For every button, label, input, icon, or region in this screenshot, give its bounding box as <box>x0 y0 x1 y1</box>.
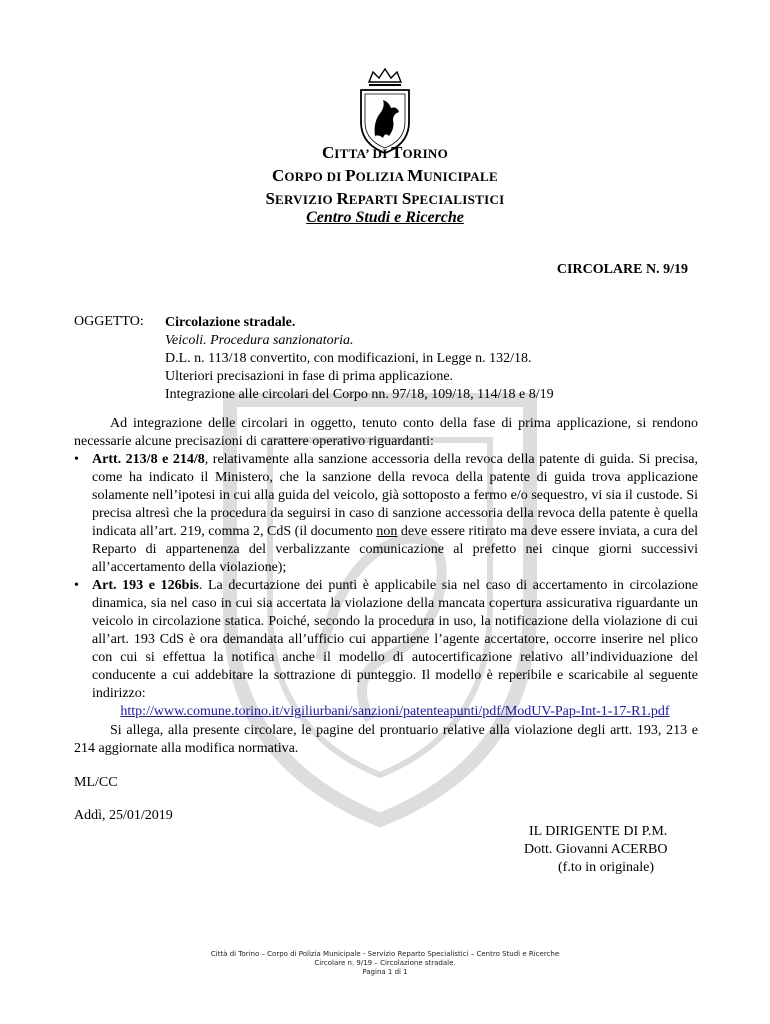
subject-line: Circolazione stradale. <box>165 315 296 330</box>
list-item <box>74 451 698 577</box>
footer-page-number: Pagina 1 di 1 <box>362 968 408 976</box>
bullet-icon: • <box>74 452 79 467</box>
list-item <box>74 577 698 721</box>
signature-note: (f.to in originale) <box>558 860 655 875</box>
header-service: SERVIZIO REPARTI SPECIALISTICI <box>265 189 505 208</box>
bullet-list <box>74 451 698 721</box>
bullet-title: Art. 193 e 126bis <box>92 578 199 593</box>
bullet-text: , relativamente alla sanzione accessoria della revoca della patente di guida. Si precisa, come ha indicato il Ministero, che la sanzione della revoca della patente di guida trova applicazione solamente nell’ipotesi in cui alla guida del veicolo, già sottoposto a fermo e/o sequestro, vi sia il custode. Si precisa altresì che la procedura da seguirsi in caso di sanzione accessoria della revoca della patente è quella indicata all’art. 219, comma 2, CdS (il documento <box>92 452 698 539</box>
subject-line: Ulteriori precisazioni in fase di prima applicazione. <box>165 369 454 384</box>
signature-name: Dott. Giovanni ACERBO <box>524 842 668 857</box>
intro-paragraph: Ad integrazione delle circolari in oggetto, tenuto conto della fase di prima applicazione, si rendono necessarie alcune precisazioni di carattere operativo riguardanti: <box>74 416 698 449</box>
subject-line: Integrazione alle circolari del Corpo nn. 97/18, 109/18, 114/18 e 8/19 <box>165 387 554 402</box>
subject-label: OGGETTO: <box>74 314 144 329</box>
bullet-icon: • <box>74 578 79 593</box>
circular-number: CIRCOLARE N. 9/19 <box>556 262 688 277</box>
header-corps: CORPO DI POLIZIA MUNICIPALE <box>272 166 498 185</box>
bullet-text: deve essere ritirato ma deve essere inviata, a cura del Reparto di appartenenza del verbalizzante comunicazione al prefetto nei cinque giorni successivi all’accertamento della violazione); <box>92 524 698 575</box>
form-download-link[interactable]: http://www.comune.torino.it/vigiliurbani/sanzioni/patenteapunti/pdf/ModUV-Pap-Int-1-17-R1.pdf <box>120 704 670 719</box>
header-study-center: Centro Studi e Ricerche <box>306 209 464 226</box>
header-city: CITTA’ DI TORINO <box>321 143 449 162</box>
bullet-underlined: non <box>376 524 398 539</box>
date: Addì, 25/01/2019 <box>74 808 173 823</box>
signature-title: IL DIRIGENTE DI P.M. <box>529 824 668 839</box>
bullet-title: Artt. 213/8 e 214/8 <box>92 452 205 467</box>
bullet-text: . La decurtazione dei punti è applicabile sia nel caso di accertamento in circolazione dinamica, sia nel caso in cui sia accertata la violazione della mancata copertura assicurativa riguardante un veicolo in circolazione statica. Poiché, secondo la procedura in uso, la notificazione della violazione di cui all’art. 193 CdS è ora demandata all’ufficio cui appartiene l’agente accertatore, occorre inserire nel plico con cui si effettua la notifica anche il modello di autocertificazione relativo all’individuazione del conducente a cui addebitare la sottrazione di punteggio. Il modello è reperibile e scaricabile al seguente indirizzo: <box>92 578 698 701</box>
initials: ML/CC <box>74 775 118 790</box>
subject-line: D.L. n. 113/18 convertito, con modificazioni, in Legge n. 132/18. <box>165 351 532 366</box>
subject-line: Veicoli. Procedura sanzionatoria. <box>165 333 354 348</box>
subject-block <box>165 314 554 404</box>
attachment-paragraph: Si allega, alla presente circolare, le pagine del prontuario relative alla violazione degli artt. 193, 213 e 214 aggiornate alla modifica normativa. <box>74 723 698 756</box>
footer-line: Circolare n. 9/19 – Circolazione stradale. <box>314 959 456 967</box>
footer-line: Città di Torino – Corpo di Polizia Municipale - Servizio Reparto Specialistici – Centro Studi e Ricerche <box>210 950 560 958</box>
